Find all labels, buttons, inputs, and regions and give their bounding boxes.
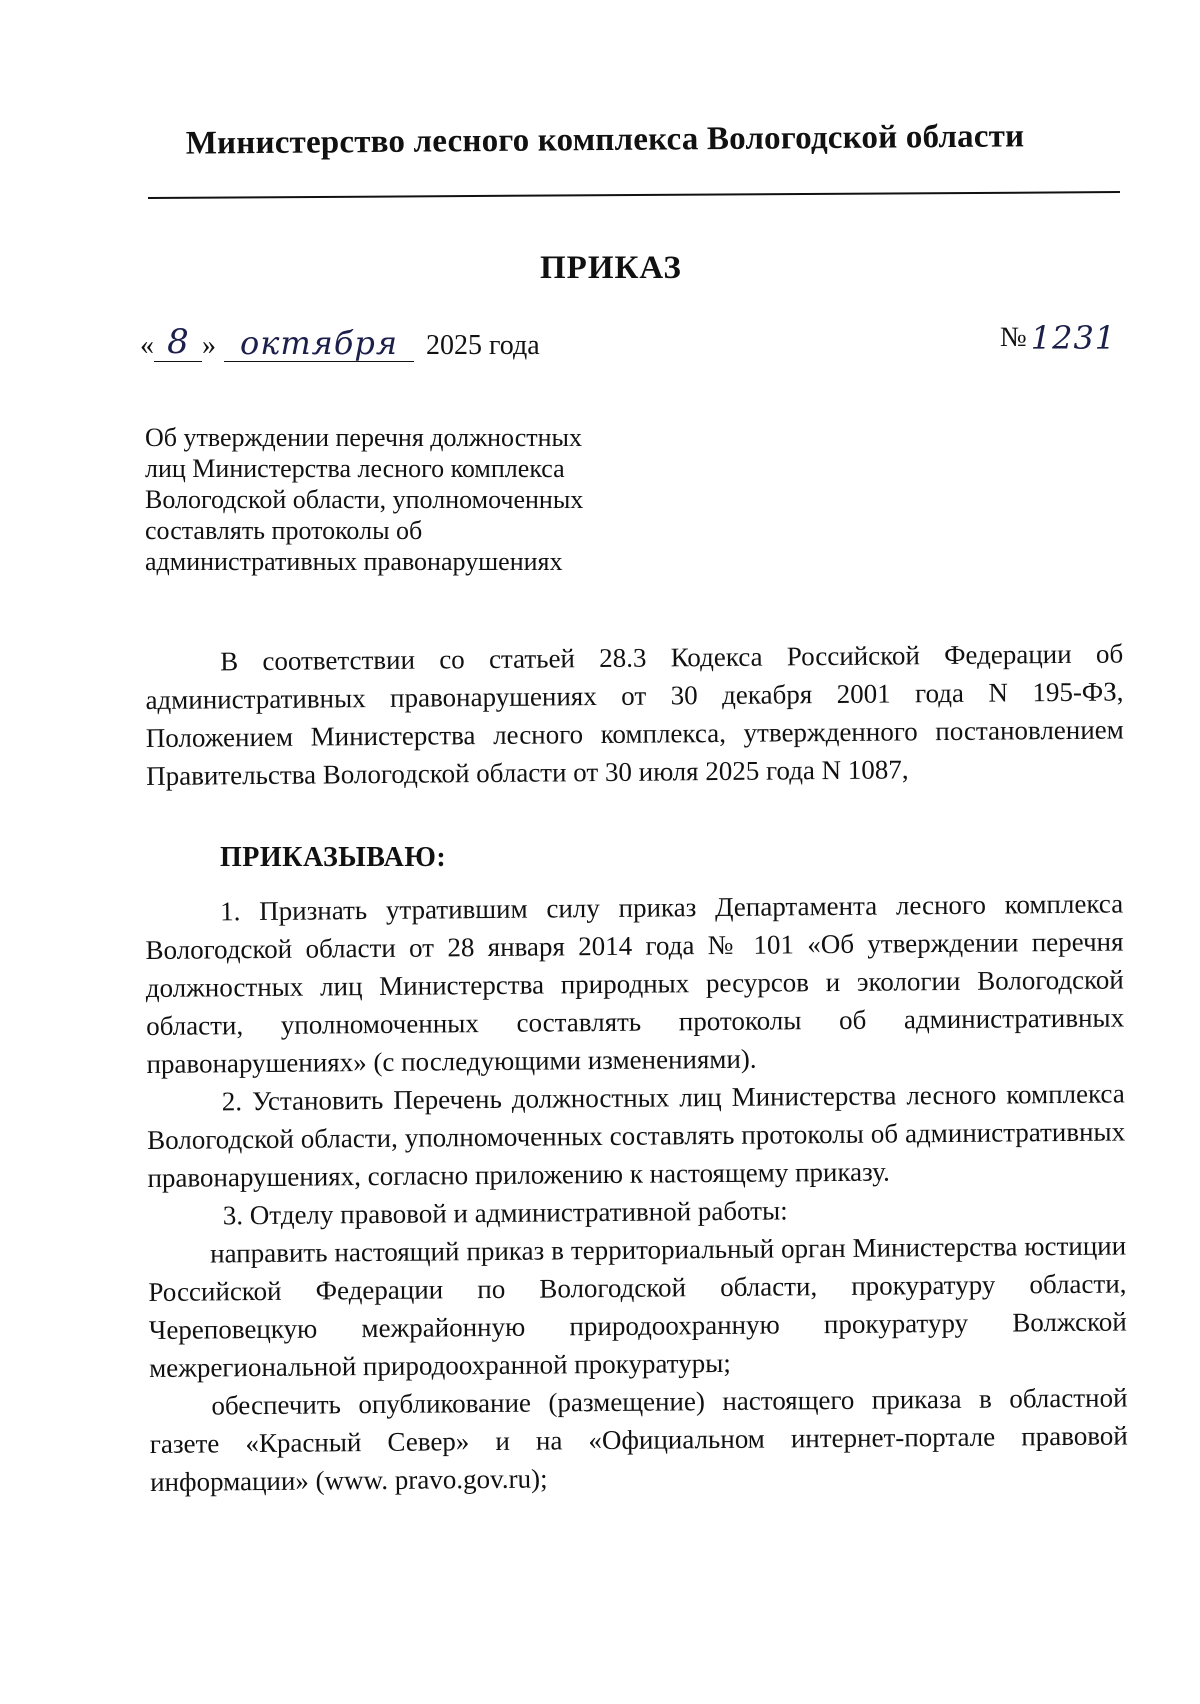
- date-open-quote: «: [140, 330, 154, 361]
- number-sign: №: [1000, 322, 1027, 353]
- order-number: [1000, 319, 1117, 357]
- order-heading: ПРИКАЗЫВАЮ:: [220, 842, 447, 873]
- header-rule: [148, 191, 1120, 199]
- preamble: [145, 634, 1124, 795]
- subject-line: Вологодской области, уполномоченных: [145, 485, 584, 514]
- order-subject: [145, 422, 665, 577]
- order-date: [140, 322, 540, 362]
- order-items: [145, 884, 1128, 1501]
- order-item-3-subitem: направить настоящий приказ в территориальный орган Министерства юстиции Российской Федерации по Вологодской области, прокуратуру области, Череповецкую межрайонную природоохранную прокуратуру Волжской межрегиональной природоохранной прокуратуры;: [148, 1230, 1127, 1383]
- order-item-3: 3. Отделу правовой и административной работы:: [222, 1195, 788, 1231]
- order-item-2: 2. Установить Перечень должностных лиц Министерства лесного комплекса Вологодской области, уполномоченных составлять протоколы об административных правонарушениях, согласно приложению к настоящему приказу.: [147, 1078, 1126, 1193]
- date-month-handwritten: октября: [224, 327, 414, 362]
- subject-line: Об утверждении перечня должностных: [145, 423, 582, 452]
- preamble-paragraph: В соответствии со статьей 28.3 Кодекса Российской Федерации об административных правонарушениях от 30 декабря 2001 года N 195-ФЗ, Положением Министерства лесного комплекса, утвержденного постановлением Правительства Вологодской области от 30 июля 2025 года N 1087,: [145, 638, 1124, 791]
- date-close-quote: »: [202, 330, 216, 361]
- document-type-title: ПРИКАЗ: [540, 250, 682, 286]
- subject-line: лиц Министерства лесного комплекса: [145, 454, 565, 483]
- number-handwritten: 1231: [1030, 319, 1117, 357]
- order-item-3-subitem: обеспечить опубликование (размещение) настоящего приказа в областной газете «Красный Север» и на «Официальном интернет-портале правовой информации» (www. pravo.gov.ru);: [149, 1382, 1128, 1497]
- subject-line: административных правонарушениях: [145, 547, 563, 576]
- order-item-1: 1. Признать утратившим силу приказ Департамента лесного комплекса Вологодской области от 28 января 2014 года № 101 «Об утверждении перечня должностных лиц Министерства природных ресурсов и экологии Вологодской области, уполномоченных составлять протоколы об административных правонарушениях» (с последующими изменениями).: [145, 888, 1125, 1079]
- ministry-title: Министерство лесного комплекса Вологодской области: [185, 118, 1025, 162]
- subject-line: составлять протоколы об: [145, 516, 423, 545]
- date-year: 2025 года: [426, 330, 540, 361]
- date-day-handwritten: 8: [154, 325, 202, 362]
